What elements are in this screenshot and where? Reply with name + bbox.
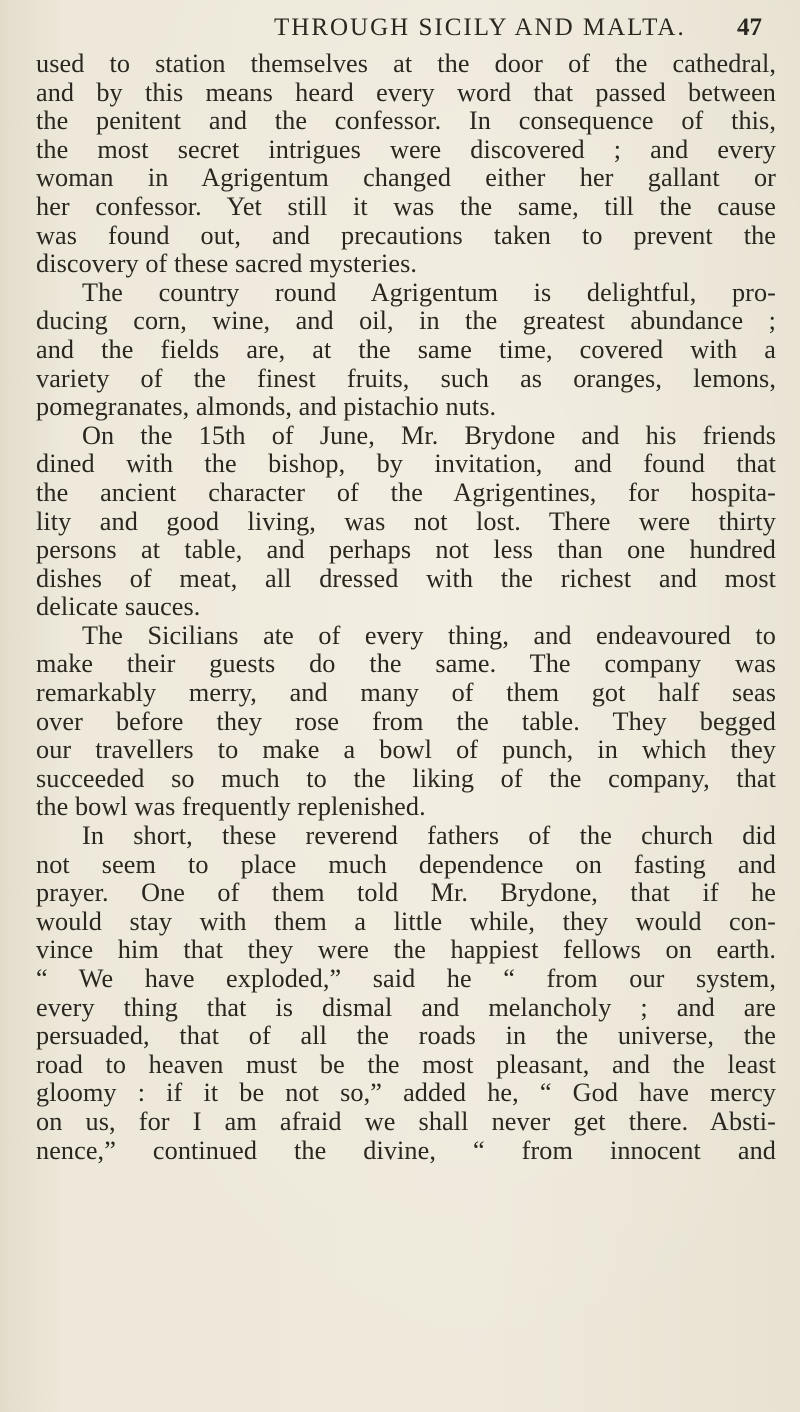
text-line: remarkably merry, and many of them got half seas — [36, 678, 776, 708]
paragraph — [36, 822, 776, 1165]
paragraph — [36, 50, 776, 279]
text-line: vince him that they were the happiest fellows on earth. — [36, 935, 776, 965]
text-line: The country round Agrigentum is delightful, pro- — [82, 277, 776, 307]
text-line: on us, for I am afraid we shall never get there. Absti- — [36, 1106, 776, 1136]
text-line: nence,” continued the divine, “ from innocent and — [36, 1135, 776, 1165]
text-line: delicate sauces. — [36, 592, 201, 622]
text-line: persuaded, that of all the roads in the universe, the — [36, 1021, 776, 1051]
text-line: “ We have exploded,” said he “ from our system, — [36, 964, 776, 993]
text-line: woman in Agrigentum changed either her gallant or — [36, 163, 776, 193]
text-line: and by this means heard every word that passed between — [36, 77, 776, 107]
running-head — [36, 14, 776, 50]
running-title: THROUGH SICILY AND MALTA. — [274, 14, 686, 41]
text-line: On the 15th of June, Mr. Brydone and his friends — [82, 420, 776, 450]
text-line: In short, these reverend fathers of the church did — [82, 821, 776, 851]
text-line: dined with the bishop, by invitation, and found that — [36, 449, 776, 479]
page-number: 47 — [737, 14, 762, 41]
text-line: used to station themselves at the door of the cathedral, — [36, 49, 776, 78]
text-line: lity and good living, was not lost. There were thirty — [36, 506, 776, 536]
text-line: the most secret intrigues were discovered ; and every — [36, 134, 776, 164]
text-line: The Sicilians ate of every thing, and endeavoured to — [82, 620, 776, 650]
paragraph — [36, 279, 776, 422]
text-line: prayer. One of them told Mr. Brydone, that if he — [36, 878, 776, 908]
text-line: her confessor. Yet still it was the same, till the cause — [36, 191, 776, 221]
text-line: succeeded so much to the liking of the company, that — [36, 763, 776, 793]
text-line: not seem to place much dependence on fasting and — [36, 849, 776, 879]
text-line: persons at table, and perhaps not less than one hundred — [36, 535, 776, 565]
text-line: pomegranates, almonds, and pistachio nuts. — [36, 392, 497, 422]
text-line: variety of the finest fruits, such as oranges, lemons, — [36, 363, 776, 393]
body-text — [36, 50, 776, 1165]
text-line: would stay with them a little while, they would con- — [36, 906, 776, 936]
text-line: and the fields are, at the same time, covered with a — [36, 334, 776, 364]
text-line: the ancient character of the Agrigentines, for hospita- — [36, 477, 776, 507]
text-line: our travellers to make a bowl of punch, in which they — [36, 735, 776, 765]
text-line: the penitent and the confessor. In consequence of this, — [36, 106, 776, 136]
paragraph — [36, 422, 776, 622]
text-line: road to heaven must be the most pleasant, and the least — [36, 1049, 776, 1079]
text-line: every thing that is dismal and melancholy ; and are — [36, 992, 776, 1022]
text-line: gloomy : if it be not so,” added he, “ God have mercy — [36, 1078, 776, 1108]
text-line: over before they rose from the table. They begged — [36, 706, 776, 736]
text-line: the bowl was frequently replenished. — [36, 792, 426, 822]
text-line: ducing corn, wine, and oil, in the greatest abundance ; — [36, 306, 776, 336]
text-line: discovery of these sacred mysteries. — [36, 249, 418, 279]
text-line: dishes of meat, all dressed with the richest and most — [36, 563, 776, 593]
text-line: was found out, and precautions taken to prevent the — [36, 220, 776, 250]
text-line: make their guests do the same. The company was — [36, 649, 776, 679]
paragraph — [36, 622, 776, 822]
